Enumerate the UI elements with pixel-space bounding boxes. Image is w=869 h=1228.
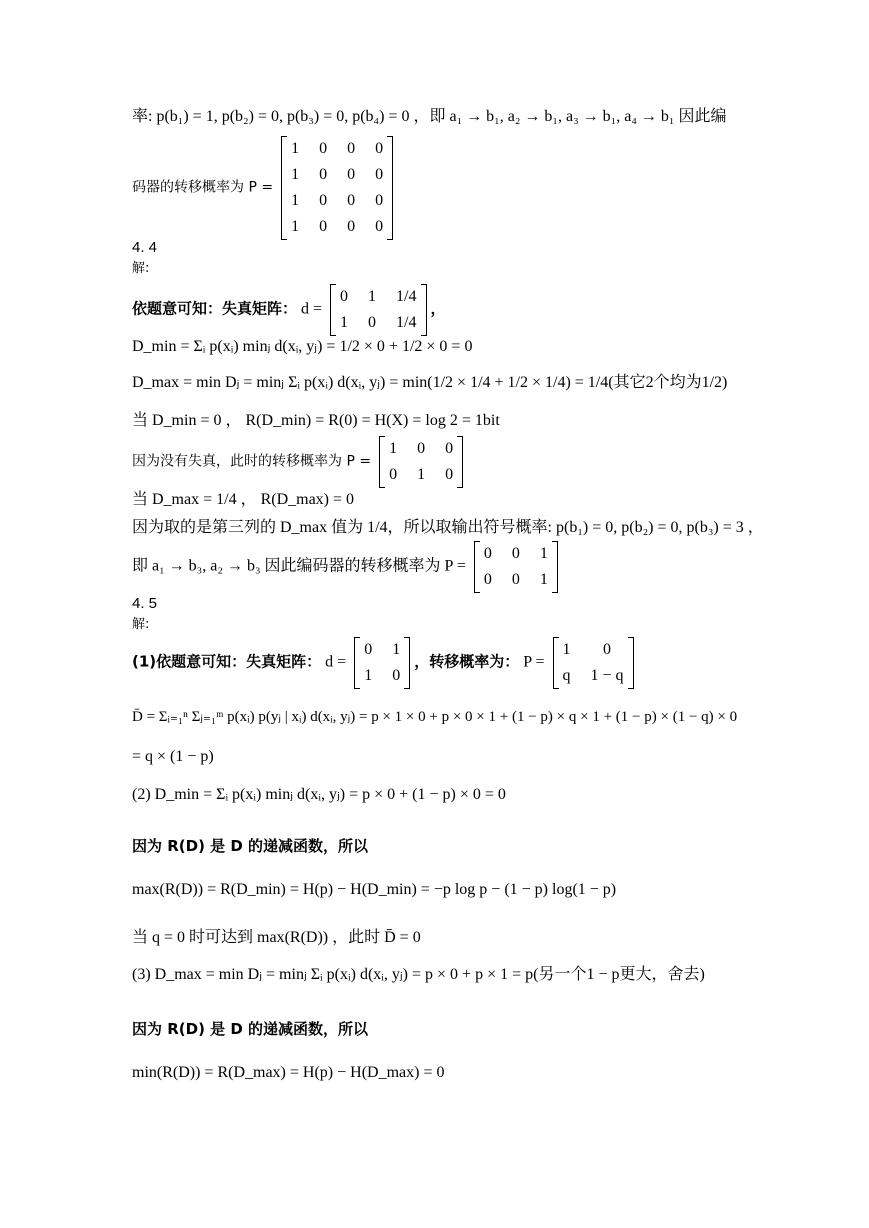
matrix-row [281,188,393,214]
text-q-zero: 当 q = 0 时可达到 max(R(D)) ，此时 D̄ = 0 [132,929,421,946]
matrix-table [281,136,393,240]
matrix-cell: 0 [319,192,328,209]
matrix-cell: 1 [539,545,548,562]
matrix-cell: 0 [375,192,384,209]
line-label: 因为没有失真，此时的转移概率为 P = [132,453,372,470]
matrix-cell: 0 [511,545,520,562]
matrix-row [281,162,393,188]
equation-dmax: D_max = min Dⱼ = minⱼ Σᵢ p(xᵢ) d(xᵢ, yⱼ) = min(1/2 × 1/4 + 1/2 × 1/4) = 1/4(其它2个均为1/2) [132,374,728,391]
matrix-cell: 1/4 [396,314,417,331]
matrix-table [474,541,558,593]
matrix-cell: 0 [347,192,356,209]
matrix-cell: 0 [347,140,356,157]
transition-matrix-2 [379,436,463,488]
matrix-cell: 0 [511,571,520,588]
matrix-cell: 1/4 [396,288,417,305]
matrix-cell: 0 [392,667,401,684]
matrix-row [553,663,634,689]
matrix-table [379,436,463,488]
matrix-cell: 0 [319,140,328,157]
equation-dmin-2: (2) D_min = Σᵢ p(xᵢ) minⱼ d(xᵢ, yⱼ) = p × 0 + (1 − p) × 0 = 0 [132,786,506,803]
matrix-cell: 1 [539,571,548,588]
line-label-mid: ，转移概率为： [414,652,520,671]
matrix-row [354,663,410,689]
symbol-p: P = [523,653,545,671]
equation-r-dmax: 当 D_max = 1/4 ， R(D_max) = 0 [132,491,355,508]
matrix-cell: q [562,667,571,684]
matrix-cell: 0 [445,440,454,457]
text-decreasing-function-2: 因为 R(D) 是 D 的递减函数，所以 [132,1020,369,1038]
punctuation: ， [430,299,446,318]
matrix-cell: 1 [392,641,401,658]
matrix-cell: 1 [562,641,571,658]
matrix-line-1 [132,136,393,240]
matrix-cell: 0 [389,466,398,483]
matrix-cell: 0 [364,641,373,658]
distortion-matrix-line [132,284,446,336]
matrix-cell: 1 [389,440,398,457]
matrix-row [281,214,393,240]
text-decreasing-function: 因为 R(D) 是 D 的递减函数，所以 [132,837,369,855]
equation-min-r: min(R(D)) = R(D_max) = H(p) − H(D_max) = 0 [132,1064,445,1081]
equation-average-result: = q × (1 − p) [132,748,214,765]
solution-label: 解: [132,617,150,632]
matrix-cell: 1 [291,166,300,183]
section-heading-4-5: 4. 5 [132,595,158,612]
transition-line-2 [132,436,463,488]
matrix-row [330,310,426,336]
distortion-matrix-2 [354,637,410,689]
line-label: (1)依题意可知：失真矩阵： [132,652,322,671]
section-heading-4-4: 4. 4 [132,239,158,256]
matrix-cell: 0 [347,166,356,183]
matrix-cell: 0 [375,140,384,157]
matrix-cell: 0 [483,571,492,588]
matrix-cell: 1 [340,314,349,331]
matrix-cell: 0 [340,288,349,305]
matrix-label: 码器的转移概率为 P = [132,179,274,196]
distortion-matrix [330,284,426,336]
matrix-cell: 0 [483,545,492,562]
matrix-table [330,284,426,336]
matrix-cell: 0 [375,218,384,235]
transition-matrix-3 [474,541,558,593]
equation-dmax-2: (3) D_max = min Dⱼ = minⱼ Σᵢ p(xᵢ) d(xᵢ, yⱼ) = p × 0 + p × 1 = p(另一个1 − p更大，舍去) [132,966,705,983]
equation-dmin: D_min = Σᵢ p(xᵢ) minⱼ d(xᵢ, yⱼ) = 1/2 × 0 + 1/2 × 0 = 0 [132,338,473,355]
matrix-cell: 0 [319,218,328,235]
matrix-cell: 0 [319,166,328,183]
symbol-d: d = [301,300,323,318]
distortion-transition-line [132,637,634,689]
solution-label: 解: [132,261,150,276]
matrix-row [354,637,410,663]
matrix-cell: 0 [368,314,377,331]
matrix-cell: 1 [291,192,300,209]
matrix-cell: 1 [368,288,377,305]
matrix-cell: 1 − q [590,667,624,684]
transition-matrix-4 [553,637,634,689]
equation-max-r: max(R(D)) = R(D_min) = H(p) − H(D_min) = −p log p − (1 − p) log(1 − p) [132,881,617,898]
matrix-cell: 1 [417,466,426,483]
matrix-cell: 1 [291,140,300,157]
matrix-cell: 1 [291,218,300,235]
matrix-row [330,284,426,310]
text-line-prob: 率: p(b₁) = 1, p(b₂) = 0, p(b₃) = 0, p(b₄) = 0 ，即 a₁ → b₁, a₂ → b₁, a₃ → b₁, a₄ → b₁ 因此编 [132,108,727,125]
transition-line-3 [132,541,558,593]
line-label: 依题意可知：失真矩阵： [132,299,298,318]
transition-matrix-1 [281,136,393,240]
line-label: 即 a₁ → b₃, a₂ → b₃ 因此编码器的转移概率为 P = [132,557,466,575]
matrix-cell: 0 [375,166,384,183]
matrix-table [354,637,410,689]
matrix-row [379,436,463,462]
matrix-cell: 0 [445,466,454,483]
matrix-cell: 0 [603,641,612,658]
matrix-row [379,462,463,488]
matrix-row [474,567,558,593]
matrix-row [281,136,393,162]
text-output-prob: 因为取的是第三列的 D_max 值为 1/4，所以取输出符号概率: p(b₁) = 0, p(b₂) = 0, p(b₃) = 3 ， [132,519,764,536]
symbol-d: d = [325,653,347,671]
matrix-cell: 0 [417,440,426,457]
matrix-cell: 1 [364,667,373,684]
matrix-table [553,637,634,689]
matrix-row [474,541,558,567]
equation-average-distortion: D̄ = Σᵢ₌₁ⁿ Σⱼ₌₁ᵐ p(xᵢ) p(yⱼ | xᵢ) d(xᵢ, yⱼ) = p × 1 × 0 + p × 0 × 1 + (1 − p) × q × 1 + (1 − p) × (1 − q) × 0 [132,709,738,725]
equation-r-dmin: 当 D_min = 0 ， R(D_min) = R(0) = H(X) = log 2 = 1bit [132,412,500,429]
matrix-row [553,637,634,663]
matrix-cell: 0 [347,218,356,235]
